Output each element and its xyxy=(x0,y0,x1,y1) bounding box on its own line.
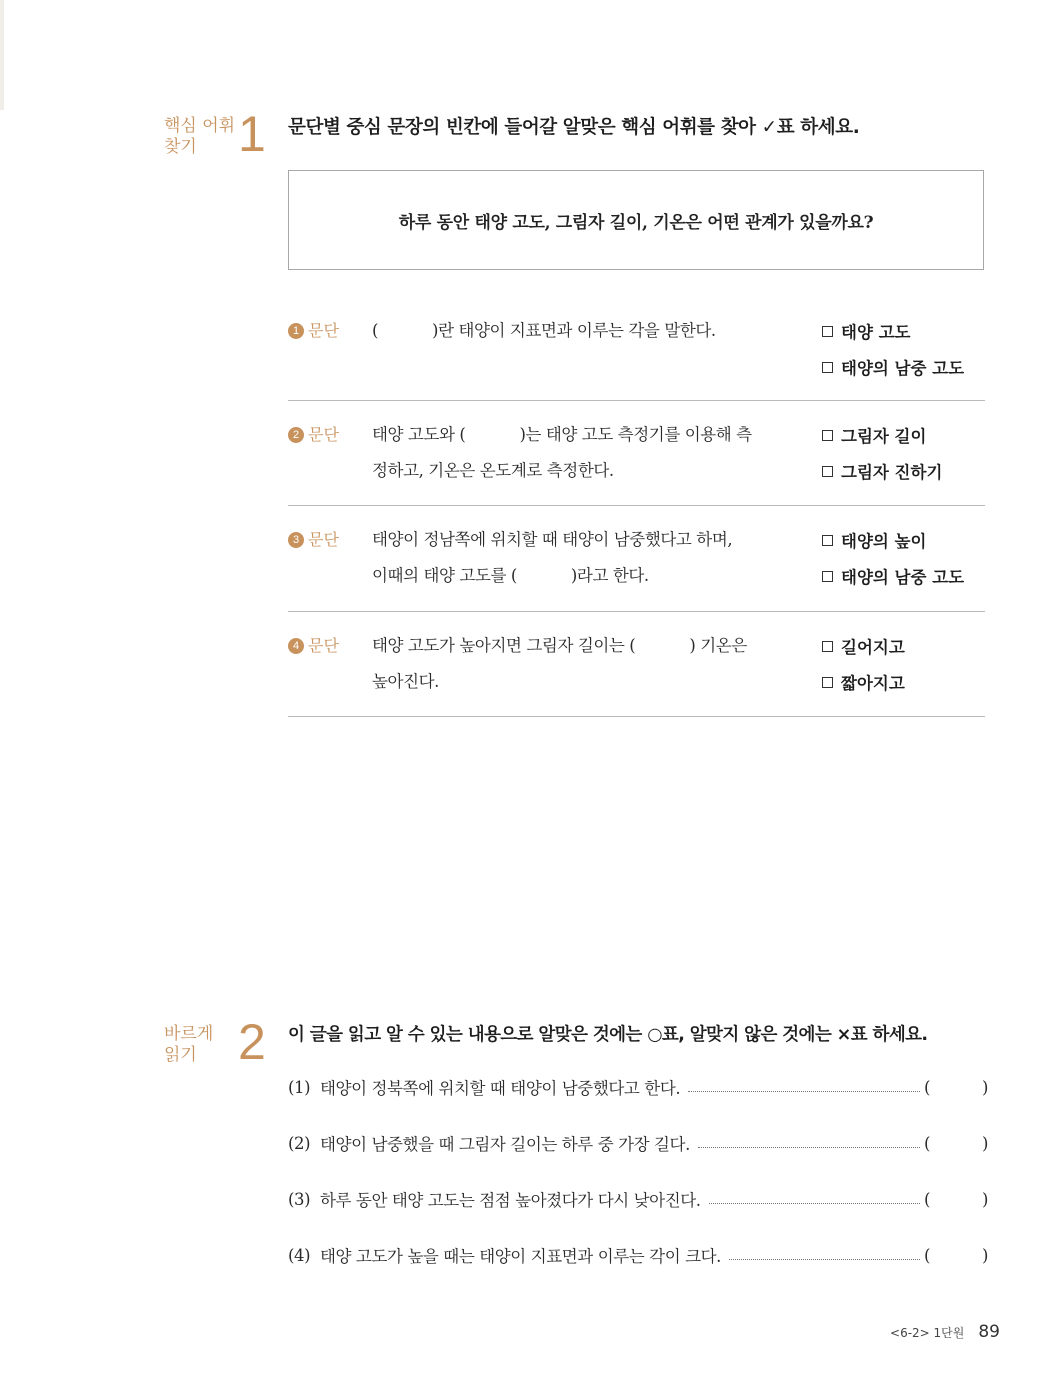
option-label: 태양의 높이 xyxy=(841,532,927,551)
page-number: 89 xyxy=(978,1322,1000,1342)
option-checkbox[interactable] xyxy=(822,669,905,695)
checkbox-icon[interactable] xyxy=(822,430,833,441)
paragraph-sentence-3 xyxy=(372,522,796,594)
section1-tag-line2: 찾기 xyxy=(164,137,197,157)
checkbox-icon[interactable] xyxy=(822,641,833,652)
paragraph-sentence-4 xyxy=(372,628,796,700)
sentence-part: 높아진다. xyxy=(372,672,440,691)
statement-item-3 xyxy=(288,1184,988,1214)
row-divider xyxy=(288,716,985,717)
checkbox-icon[interactable] xyxy=(822,362,833,373)
statement-text: 태양 고도가 높을 때는 태양이 지표면과 이루는 각이 크다. xyxy=(320,1247,722,1266)
paragraph-number-4-icon: 4 xyxy=(288,638,304,654)
section2-number: 2 xyxy=(238,1014,266,1070)
option-checkbox[interactable] xyxy=(822,422,942,448)
paragraph-label-text: 문단 xyxy=(308,636,339,655)
dotted-leader xyxy=(688,1091,920,1092)
section2-title: 이 글을 읽고 알 수 있는 내용으로 알맞은 것에는 ○표, 알맞지 않은 것에는 ×표 하세요. xyxy=(288,1025,928,1045)
option-checkbox[interactable] xyxy=(822,318,964,344)
paragraph-number-3-icon: 3 xyxy=(288,532,304,548)
option-checkbox[interactable] xyxy=(822,458,942,484)
page-footer xyxy=(890,1322,1000,1342)
paragraph-options-2 xyxy=(822,422,942,494)
question-box xyxy=(288,170,984,270)
paragraph-number-1-icon: 1 xyxy=(288,323,304,339)
section2-tag xyxy=(164,1024,213,1066)
sentence-part: 이때의 태양 고도를 ( xyxy=(372,566,517,585)
section1-number: 1 xyxy=(238,106,266,162)
paragraph-options-4 xyxy=(822,633,905,705)
paragraph-label-text: 문단 xyxy=(308,425,339,444)
dotted-leader xyxy=(729,1259,920,1260)
option-label: 태양의 남중 고도 xyxy=(841,568,965,587)
statement-text: 태양이 남중했을 때 그림자 길이는 하루 중 가장 길다. xyxy=(320,1135,690,1154)
row-divider xyxy=(288,505,985,506)
checkbox-icon[interactable] xyxy=(822,535,833,546)
sentence-part: ( xyxy=(372,321,379,340)
option-checkbox[interactable] xyxy=(822,633,905,659)
statement-text: 하루 동안 태양 고도는 점점 높아졌다가 다시 낮아진다. xyxy=(320,1191,701,1210)
paragraph-label-text: 문단 xyxy=(308,530,339,549)
sentence-part: 태양 고도와 ( xyxy=(372,425,466,444)
row-divider xyxy=(288,611,985,612)
sentence-part: ) 기온은 xyxy=(689,636,747,655)
section1-tag-line1: 핵심 어휘 xyxy=(164,116,236,136)
paragraph-label-4 xyxy=(288,633,339,659)
paragraph-options-3 xyxy=(822,527,964,599)
paragraph-label-1 xyxy=(288,318,339,344)
section1-tag xyxy=(164,116,235,158)
sentence-part: 태양 고도가 높아지면 그림자 길이는 ( xyxy=(372,636,636,655)
answer-parentheses[interactable]: ( ) xyxy=(924,1133,988,1153)
section2-tag-line2: 읽기 xyxy=(164,1045,197,1065)
option-label: 그림자 길이 xyxy=(841,427,927,446)
dotted-leader xyxy=(698,1147,920,1148)
option-label: 태양 고도 xyxy=(841,323,911,342)
section2-tag-line1: 바르게 xyxy=(164,1024,214,1044)
section1-title: 문단별 중심 문장의 빈칸에 들어갈 알맞은 핵심 어휘를 찾아 ✓표 하세요. xyxy=(288,117,860,138)
answer-parentheses[interactable]: ( ) xyxy=(924,1189,988,1209)
statement-text: 태양이 정북쪽에 위치할 때 태양이 남중했다고 한다. xyxy=(320,1079,681,1098)
statement-number: (4) xyxy=(288,1245,311,1265)
statement-number: (3) xyxy=(288,1189,311,1209)
paragraph-label-2 xyxy=(288,422,339,448)
checkbox-icon[interactable] xyxy=(822,677,833,688)
page-corner-mark xyxy=(0,0,4,110)
unit-label: <6-2> 1단원 xyxy=(890,1326,965,1340)
sentence-part: )는 태양 고도 측정기를 이용해 측 xyxy=(519,425,752,444)
paragraph-sentence-1 xyxy=(372,313,796,349)
paragraph-options-1 xyxy=(822,318,964,390)
option-checkbox[interactable] xyxy=(822,354,964,380)
sentence-part: 정하고, 기온은 온도계로 측정한다. xyxy=(372,461,614,480)
option-label: 태양의 남중 고도 xyxy=(841,359,965,378)
question-text: 하루 동안 태양 고도, 그림자 길이, 기온은 어떤 관계가 있을까요? xyxy=(398,212,874,233)
paragraph-label-text: 문단 xyxy=(308,321,339,340)
statement-item-1 xyxy=(288,1072,988,1102)
statement-item-2 xyxy=(288,1128,988,1158)
answer-parentheses[interactable]: ( ) xyxy=(924,1245,988,1265)
paragraph-label-3 xyxy=(288,527,339,553)
option-label: 길어지고 xyxy=(841,638,905,657)
option-checkbox[interactable] xyxy=(822,563,964,589)
option-label: 그림자 진하기 xyxy=(841,463,943,482)
sentence-part: )란 태양이 지표면과 이루는 각을 말한다. xyxy=(432,321,716,340)
checkbox-icon[interactable] xyxy=(822,466,833,477)
dotted-leader xyxy=(709,1203,920,1204)
statement-number: (2) xyxy=(288,1133,311,1153)
row-divider xyxy=(288,400,985,401)
option-checkbox[interactable] xyxy=(822,527,964,553)
answer-parentheses[interactable]: ( ) xyxy=(924,1077,988,1097)
option-label: 짧아지고 xyxy=(841,674,905,693)
checkbox-icon[interactable] xyxy=(822,571,833,582)
checkbox-icon[interactable] xyxy=(822,326,833,337)
paragraph-sentence-2 xyxy=(372,417,796,489)
statement-item-4 xyxy=(288,1240,988,1270)
sentence-part: )라고 한다. xyxy=(570,566,649,585)
statement-number: (1) xyxy=(288,1077,311,1097)
paragraph-number-2-icon: 2 xyxy=(288,427,304,443)
sentence-part: 태양이 정남쪽에 위치할 때 태양이 남중했다고 하며, xyxy=(372,530,733,549)
